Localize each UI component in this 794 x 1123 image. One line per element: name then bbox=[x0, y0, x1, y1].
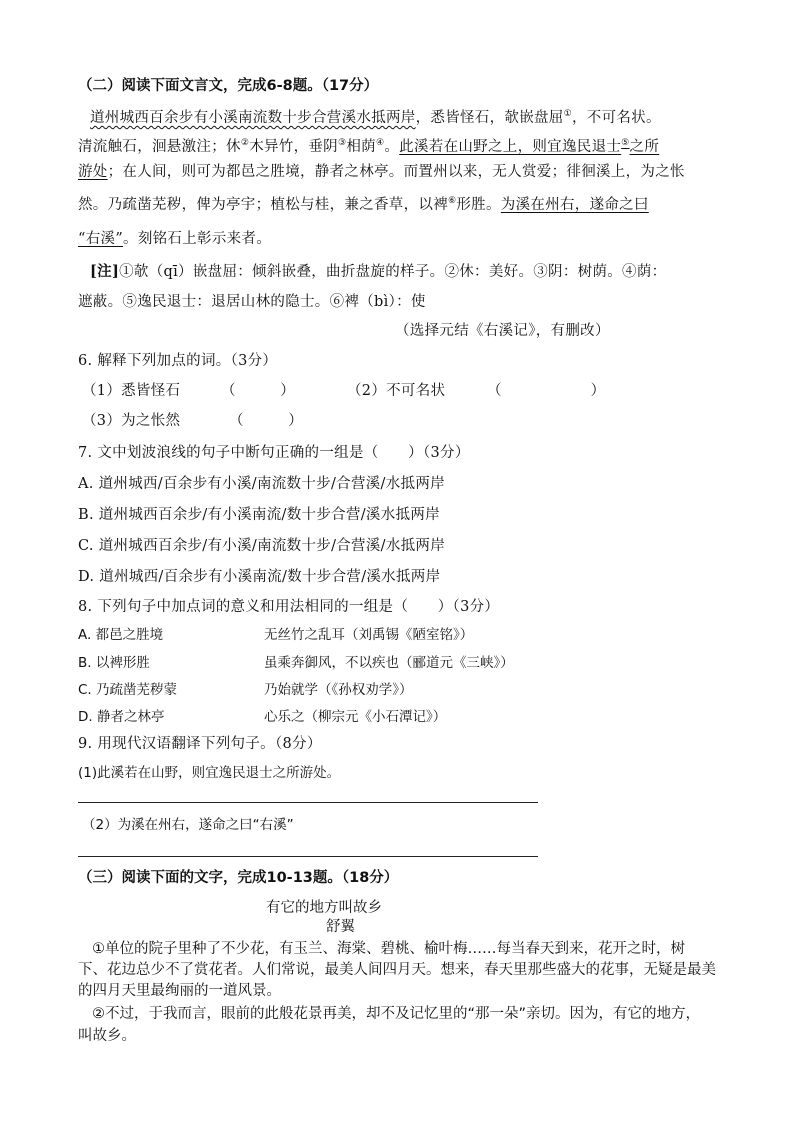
article-para-1-line-2: 下、花边总少不了赏花者。人们常说，最美人间四月天。想来，春天里那些盛大的花事，无疑是最美 bbox=[78, 962, 716, 978]
q7-option-a[interactable]: A. 道州城西/百余步有小溪/南流数十步/合营溪/水抵两岸 bbox=[78, 476, 445, 492]
source-citation: （选择元结《右溪记》，有删改） bbox=[395, 323, 610, 339]
q6-item-3: （3）为之怅然 bbox=[82, 413, 181, 429]
question-7: 7. 文中划波浪线的句子中断句正确的一组是（ ）（3分） bbox=[78, 445, 470, 461]
q6-blank-1[interactable]: （ ） bbox=[221, 383, 295, 399]
q7-option-b[interactable]: B. 道州城西百余步/有小溪南流/数十步合营/溪水抵两岸 bbox=[78, 507, 440, 523]
q6-item-1: （1）悉皆怪石 bbox=[82, 383, 181, 399]
passage-line-5: “右溪”。刻铭石上彰示来者。 bbox=[78, 231, 272, 247]
q7-option-c[interactable]: C. 道州城西百余步/有小溪/南流数十步/合营溪/水抵两岸 bbox=[78, 538, 446, 554]
article-para-1-line-1: ①单位的院子里种了不少花，有玉兰、海棠、碧桃、榆叶梅……每当春天到来，花开之时，树 bbox=[92, 941, 685, 957]
article-title: 有它的地方叫故乡 bbox=[266, 900, 382, 916]
wavy-underlined-sentence: 道州城西百余步有小溪南流数十步合营溪水抵两岸 bbox=[90, 109, 416, 126]
q8-option-c-pair: 乃始就学（《孙权劝学》） bbox=[264, 682, 413, 698]
passage-line-4: 然。乃疏凿芜秽，俾为亭宇；植松与桂，兼之香草，以裨⑥形胜。为溪在州右，遂命之曰 bbox=[78, 196, 649, 213]
underlined-sentence-2a: 为溪在州右，遂命之曰 bbox=[500, 196, 649, 213]
notes-line-1: [注]①欹（qī）嵌盘屈：倾斜嵌叠，曲折盘旋的样子。②休：美好。③阴：树荫。④荫： bbox=[90, 263, 667, 280]
q8-option-a-pair: 无丝竹之乱耳（刘禹锡《陋室铭》） bbox=[264, 627, 474, 643]
section-3-header: （三）阅读下面的文字，完成10-13题。（18分） bbox=[78, 870, 399, 886]
q6-blank-3[interactable]: （ ） bbox=[229, 413, 303, 429]
article-para-1-line-3: 的四月天里最绚丽的一道风景。 bbox=[78, 983, 281, 999]
question-9: 9. 用现代汉语翻译下列句子。（8分） bbox=[78, 736, 322, 752]
q8-option-d-pair: 心乐之（柳宗元《小石潭记》） bbox=[264, 709, 447, 725]
article-author: 舒翼 bbox=[326, 919, 355, 935]
article-para-2-line-1: ②不过，于我而言，眼前的此般花景再美，却不及记忆里的“那一朵”亲切。因为，有它的地方， bbox=[92, 1006, 701, 1022]
notes-line-2: 遮蔽。⑤逸民退士：退居山林的隐士。⑥裨（bì）：使 bbox=[78, 294, 426, 310]
q8-option-d[interactable]: D. 静者之林亭 bbox=[78, 709, 165, 725]
q9-sentence-1: (1)此溪若在山野，则宜逸民退士之所游处。 bbox=[78, 765, 341, 781]
q8-option-c[interactable]: C. 乃疏凿芜秽蒙 bbox=[78, 682, 178, 698]
underlined-sentence-2b: “右溪” bbox=[78, 231, 124, 247]
passage-line-3: 游处；在人间，则可为都邑之胜境，静者之林亭。而置州以来，无人赏爱；徘徊溪上，为之怅 bbox=[78, 164, 685, 180]
q6-blank-2[interactable]: （ ） bbox=[487, 383, 606, 399]
section-2-header: （二）阅读下面文言文，完成6-8题。（17分） bbox=[78, 78, 379, 94]
q8-option-a[interactable]: A. 都邑之胜境 bbox=[78, 627, 164, 643]
underlined-sentence-1a: 此溪若在山野之上，则宜逸民退士 bbox=[399, 138, 622, 155]
q9-answer-line-2[interactable] bbox=[78, 856, 538, 857]
question-6: 6. 解释下列加点的词。（3分） bbox=[78, 353, 278, 369]
underlined-sentence-1b: 游处 bbox=[78, 164, 108, 180]
q6-item-2: （2）不可名状 bbox=[347, 383, 446, 399]
q7-option-d[interactable]: D. 道州城西/百余步有小溪南流/数十步合营/溪水抵两岸 bbox=[78, 569, 441, 585]
q8-option-b-pair: 虽乘奔御风，不以疾也（郦道元《三峡》） bbox=[264, 655, 514, 671]
passage-line-2: 清流触石，洄悬激注；休②木异竹，垂阴③相荫④。此溪若在山野之上，则宜逸民退士⑤之所 bbox=[78, 138, 660, 155]
q8-option-b[interactable]: B. 以裨形胜 bbox=[78, 655, 150, 671]
question-8: 8. 下列句子中加点词的意义和用法相同的一组是（ ）（3分） bbox=[78, 599, 500, 615]
article-para-2-line-2: 叫故乡。 bbox=[78, 1028, 136, 1044]
q9-answer-line-1[interactable] bbox=[78, 802, 538, 803]
q9-sentence-2: （2）为溪在州右，遂命之曰“右溪” bbox=[82, 817, 294, 833]
passage-line-1: 道州城西百余步有小溪南流数十步合营溪水抵两岸，悉皆怪石，欹嵌盘屈①，不可名状。 bbox=[90, 109, 661, 126]
